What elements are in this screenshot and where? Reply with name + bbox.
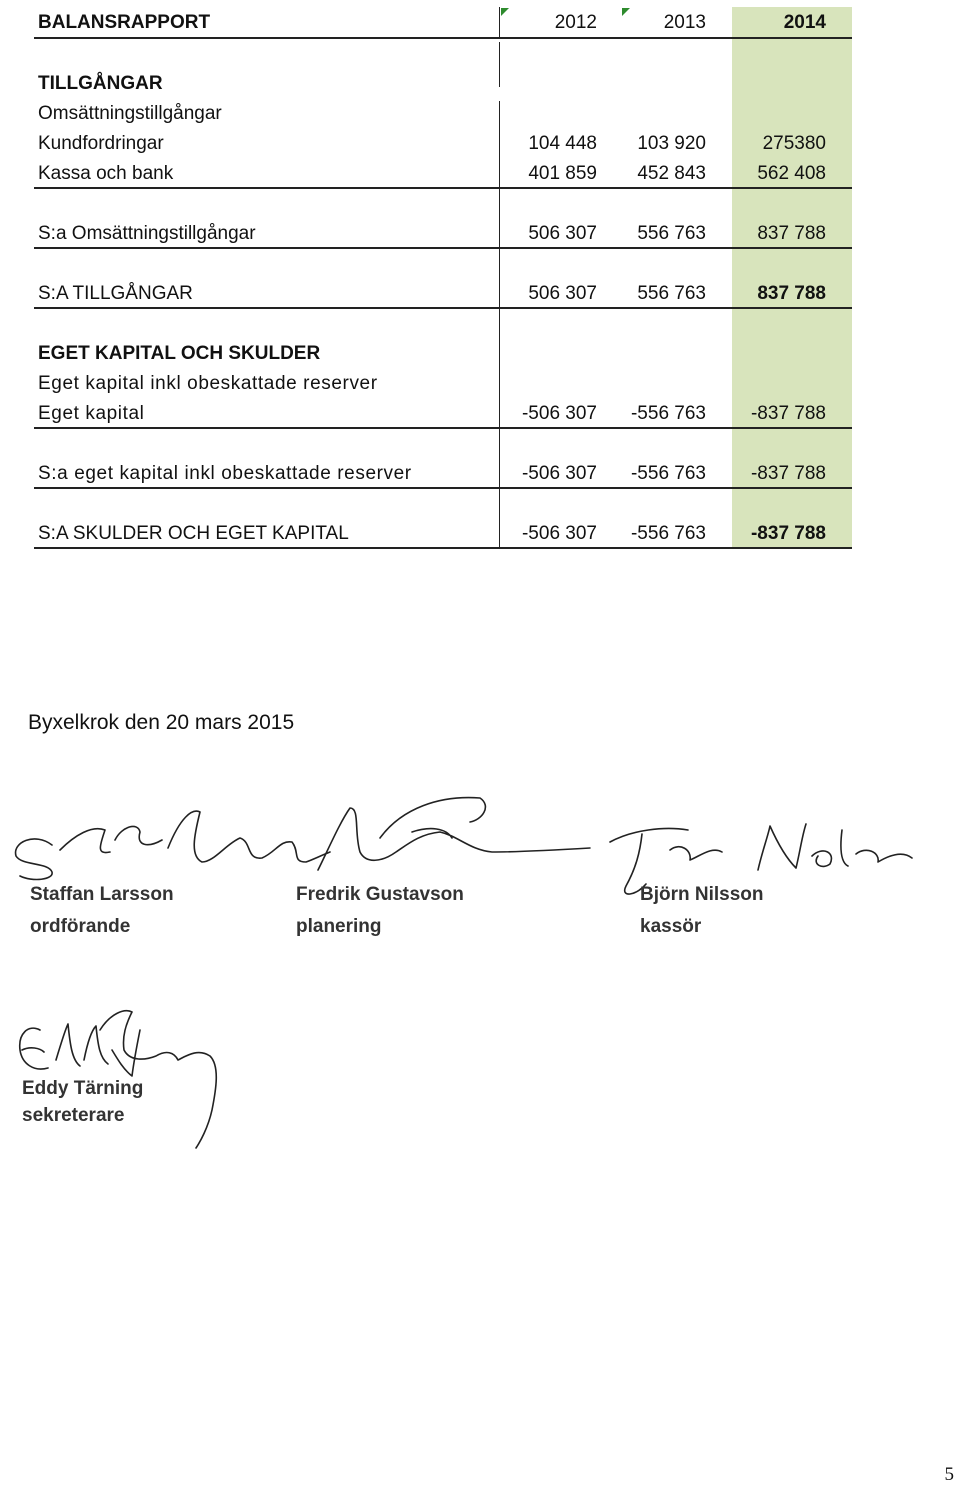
value-2012: 401 859 [528,163,597,184]
value-2013: -556 763 [630,523,706,544]
signature-stroke-larsson [16,811,330,879]
equity-subheading: Eget kapital inkl obeskattade reserver [38,373,378,394]
cell-comment-flag [622,8,630,16]
value-2013: 556 763 [637,283,706,304]
value-2012: 506 307 [528,283,597,304]
signatory-role: kassör [640,916,702,937]
signature-block [22,1075,143,1129]
signatory-role: sekreterare [22,1105,125,1126]
signatory-name: Fredrik Gustavson [296,884,464,905]
signature-block [640,880,764,942]
signatory-name: Staffan Larsson [30,884,174,905]
value-2012: 104 448 [528,133,597,154]
section-rule [34,187,852,189]
value-2014: 562 408 [757,163,826,184]
section-rule [34,247,852,249]
signature-stroke-gustavson [318,798,590,870]
section-rule [34,427,852,429]
cell-comment-flag [501,8,509,16]
column-divider [499,101,500,549]
column-divider [499,42,500,87]
year-header-2013: 2013 [663,12,706,33]
value-2013: 556 763 [637,223,706,244]
assets-total-label: S:A TILLGÅNGAR [38,283,193,304]
assets-subtotal-label: S:a Omsättningstillgångar [38,223,256,244]
equity-total-label: S:A SKULDER OCH EGET KAPITAL [38,523,349,544]
signatory-role: planering [296,916,382,937]
equity-subtotal-label: S:a eget kapital inkl obeskattade reserver [38,463,412,484]
signature-block [296,880,464,942]
value-2014: -837 788 [750,463,826,484]
signatory-name: Björn Nilsson [640,884,764,905]
year-header-2012: 2012 [554,12,597,33]
value-2013: -556 763 [630,463,706,484]
section-rule [34,547,852,549]
signatory-name: Eddy Tärning [22,1078,144,1099]
year-header-2014: 2014 [783,12,826,33]
value-2013: 103 920 [637,133,706,154]
value-2014: -837 788 [750,403,826,424]
assets-heading: TILLGÅNGAR [38,73,163,94]
value-2014: 837 788 [757,283,826,304]
row-label: Kassa och bank [38,163,174,184]
value-2014: 275380 [762,133,826,154]
balance-report [34,7,852,551]
value-2013: 452 843 [637,163,706,184]
section-rule [34,307,852,309]
equity-heading: EGET KAPITAL OCH SKULDER [38,343,321,364]
value-2012: -506 307 [521,403,597,424]
assets-subheading: Omsättningstillgångar [38,103,222,124]
report-title: BALANSRAPPORT [38,12,211,33]
value-2014: -837 788 [750,523,826,544]
row-label: Kundfordringar [38,133,164,154]
column-divider [499,7,500,37]
value-2012: -506 307 [521,523,597,544]
signatory-role: ordförande [30,916,131,937]
place-date: Byxelkrok den 20 mars 2015 [28,711,295,734]
value-2012: -506 307 [521,463,597,484]
value-2012: 506 307 [528,223,597,244]
row-label: Eget kapital [38,403,145,424]
signature-block [30,880,174,942]
section-rule [34,487,852,489]
page-number: 5 [944,1464,954,1485]
value-2014: 837 788 [757,223,826,244]
value-2013: -556 763 [630,403,706,424]
header-rule [34,37,852,39]
